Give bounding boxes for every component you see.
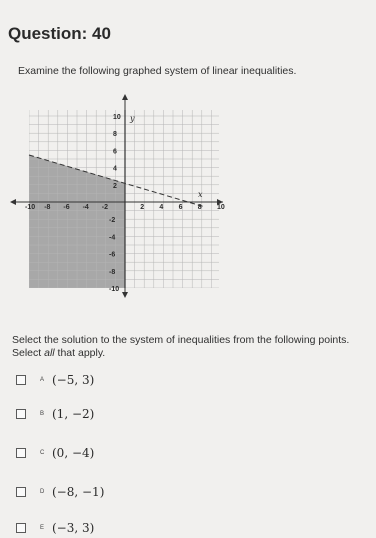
- y-axis-label: y: [130, 114, 135, 123]
- option-e-letter: E: [40, 525, 45, 531]
- option-a-letter: A: [40, 377, 45, 383]
- option-b-letter: B: [40, 411, 45, 417]
- y-tick-label: -4: [109, 234, 116, 242]
- x-tick-label: -2: [101, 204, 109, 211]
- y-tick-label: -8: [109, 268, 116, 276]
- y-axis-arrow: [122, 94, 128, 100]
- option-d-value: (−8, −1): [52, 485, 105, 499]
- option-e[interactable]: [16, 518, 216, 538]
- option-e-value: (−3, 3): [52, 521, 95, 535]
- option-a-checkbox[interactable]: [16, 375, 26, 385]
- option-e-checkbox[interactable]: [16, 523, 26, 533]
- x-axis-arrow-left: [10, 199, 16, 205]
- option-c-value: (0, −4): [52, 446, 95, 460]
- x-tick-label: 4: [159, 204, 164, 211]
- y-tick-label: 4: [113, 165, 117, 173]
- option-a-value: (−5, 3): [52, 373, 95, 387]
- x-tick-label: -10: [25, 204, 36, 211]
- y-tick-label: 6: [113, 148, 117, 156]
- y-axis-arrow-down: [122, 292, 128, 298]
- x-tick-label: -6: [63, 204, 70, 211]
- x-tick-label: 6: [178, 204, 183, 211]
- option-b[interactable]: [16, 404, 216, 424]
- x-tick-label: -8: [44, 204, 51, 211]
- option-c-letter: C: [40, 450, 45, 456]
- option-b-value: (1, −2): [52, 407, 95, 421]
- x-tick-label: 2: [140, 204, 145, 211]
- option-a[interactable]: [16, 370, 216, 390]
- y-tick-label: 2: [113, 182, 117, 190]
- y-tick-label: -10: [109, 286, 120, 293]
- y-tick-label: 8: [113, 131, 117, 139]
- option-b-checkbox[interactable]: [16, 409, 26, 419]
- option-d-letter: D: [40, 489, 45, 495]
- x-tick-label: 10: [217, 204, 225, 211]
- option-d[interactable]: [16, 482, 216, 502]
- x-tick-label: 8: [197, 204, 202, 211]
- option-d-checkbox[interactable]: [16, 487, 26, 497]
- x-tick-label: -4: [82, 204, 89, 211]
- question-title: Question: 40: [8, 24, 111, 43]
- y-tick-label: 10: [113, 114, 121, 121]
- x-axis-label: x: [198, 190, 203, 199]
- y-tick-label: -6: [109, 251, 116, 259]
- y-tick-label: -2: [109, 217, 116, 225]
- instructions: Select the solution to the system of inequalities from the following points. Select all that apply.: [12, 334, 350, 359]
- option-c[interactable]: [16, 443, 216, 463]
- question-prompt: Examine the following graphed system of linear inequalities.: [18, 65, 297, 77]
- option-c-checkbox[interactable]: [16, 448, 26, 458]
